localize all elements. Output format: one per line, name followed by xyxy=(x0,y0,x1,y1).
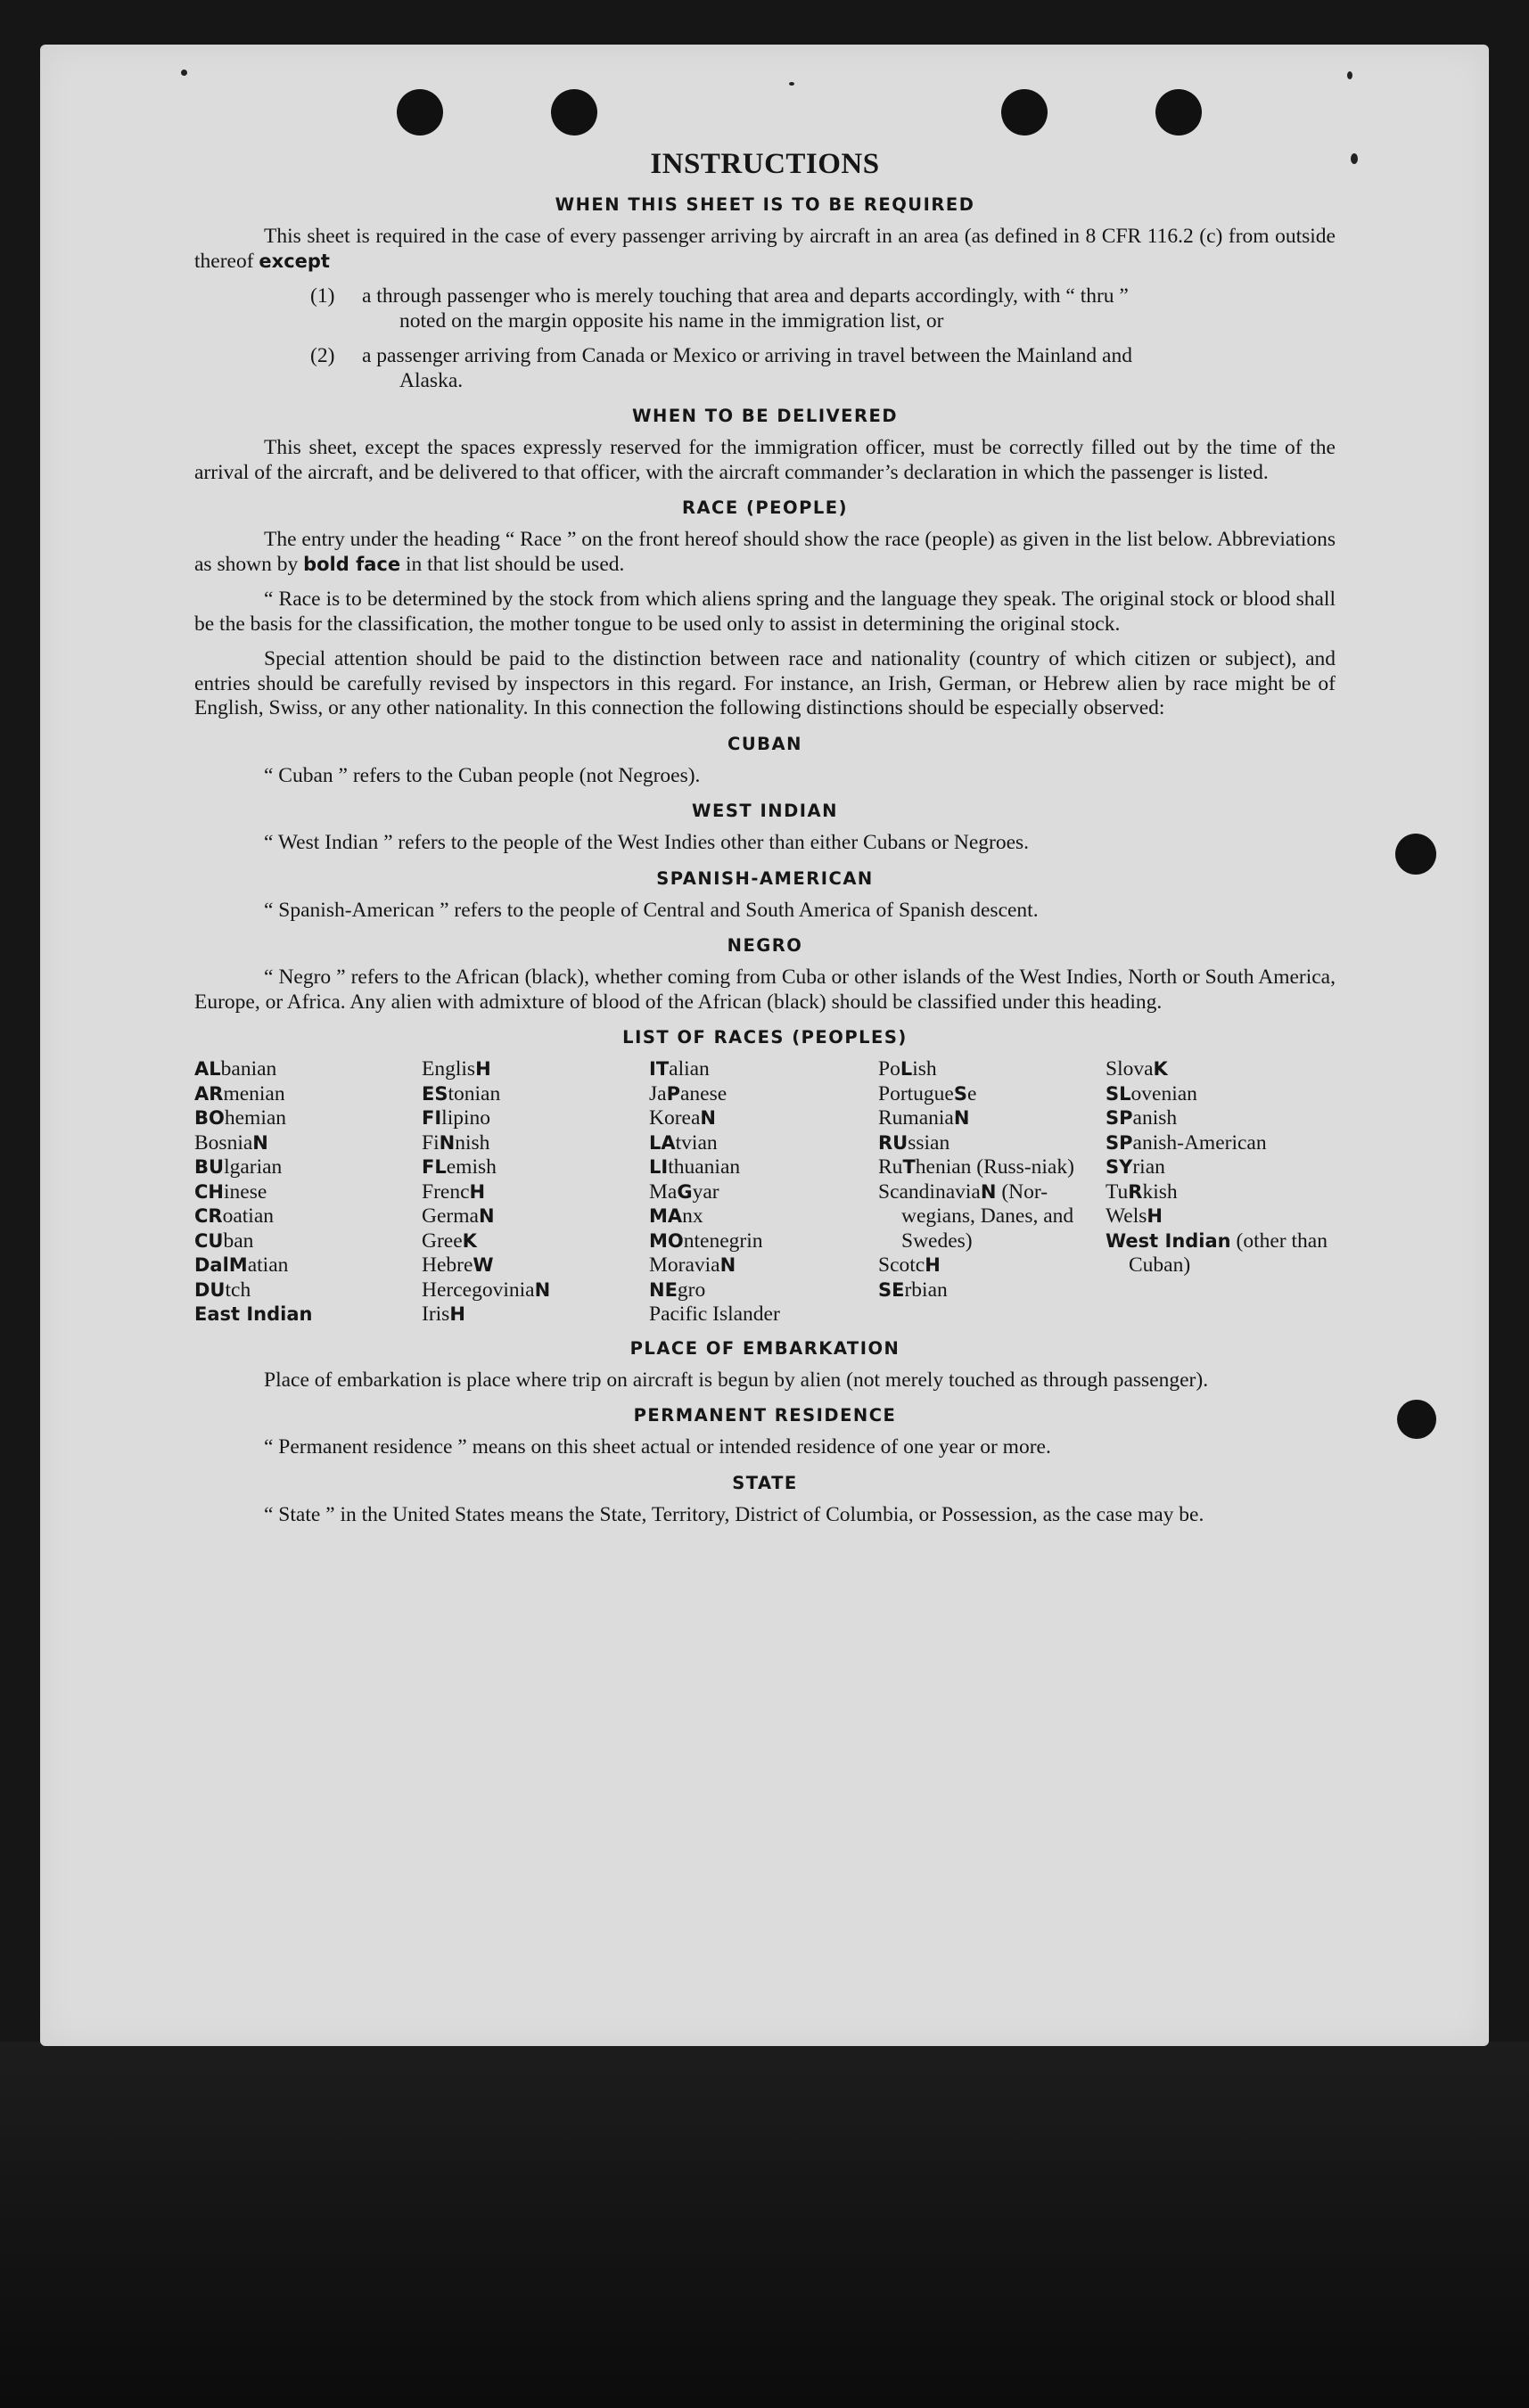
race-abbreviation: H xyxy=(1147,1205,1163,1227)
race-name-part: Germa xyxy=(422,1204,479,1228)
race-entry xyxy=(422,1155,649,1180)
race-name-part: Iris xyxy=(422,1303,450,1326)
race-name-part: Po xyxy=(878,1057,900,1081)
races-column xyxy=(422,1057,649,1327)
race-abbreviation: LI xyxy=(649,1156,669,1178)
race-entry xyxy=(878,1082,1106,1107)
race-abbreviation: N xyxy=(953,1107,970,1129)
race-name-part: Ma xyxy=(649,1179,678,1204)
exception-text xyxy=(362,284,1336,333)
exception-line-2: Alaska. xyxy=(399,368,464,392)
punch-hole xyxy=(551,89,597,136)
race-abbreviation: DU xyxy=(194,1278,226,1301)
race-name-part: Scandinavia xyxy=(878,1179,981,1204)
heading-place-of-embarkation: PLACE OF EMBARKATION xyxy=(629,1337,900,1359)
races-column xyxy=(194,1057,422,1327)
race-name-part: henian (Russ-niak) xyxy=(915,1155,1074,1179)
race-name-part: oatian xyxy=(222,1204,275,1228)
race-name-part: emish xyxy=(446,1155,497,1179)
race-abbreviation: K xyxy=(1153,1058,1168,1080)
race-entry xyxy=(878,1180,1106,1254)
race-entry xyxy=(1106,1082,1336,1107)
race-name-part: menian xyxy=(223,1081,285,1105)
race-name-part: Gree xyxy=(422,1229,463,1253)
race-abbreviation: W xyxy=(473,1254,494,1276)
race-entry xyxy=(422,1131,649,1156)
paragraph-residence: “ Permanent residence ” means on this sheet actual or intended residence of one year or more. xyxy=(264,1435,1051,1459)
heading-race: RACE (PEOPLE) xyxy=(681,497,849,518)
punch-hole xyxy=(1001,89,1048,136)
races-column xyxy=(1106,1057,1336,1327)
race-entry xyxy=(422,1057,649,1082)
races-column xyxy=(649,1057,878,1327)
race-name-part: Pacific Islander xyxy=(649,1303,780,1326)
race-name-part: Tu xyxy=(1106,1179,1129,1204)
race-name-part: tvian xyxy=(675,1130,718,1155)
race-name-part: Ja xyxy=(649,1081,667,1105)
race-entry xyxy=(194,1057,422,1082)
race-name-part: nx xyxy=(682,1204,703,1228)
race-entry xyxy=(649,1131,878,1156)
race-abbreviation: RU xyxy=(878,1131,908,1154)
race-name-part: banian xyxy=(220,1057,277,1081)
race-name-part: Portugue xyxy=(878,1081,954,1105)
race-name-part: e xyxy=(966,1081,977,1105)
race-name-part: (Nor-wegians, Danes, and Swedes) xyxy=(901,1179,1074,1253)
race-name-part: ish xyxy=(912,1057,937,1081)
exception-item xyxy=(194,284,1336,333)
speck xyxy=(181,70,187,76)
race-name-part: atian xyxy=(247,1253,289,1277)
race-abbreviation: DalM xyxy=(194,1254,248,1276)
exception-line-2: noted on the margin opposite his name in the immigration list, or xyxy=(399,308,944,333)
race-entry xyxy=(422,1082,649,1107)
race-name-part: thuanian xyxy=(668,1155,741,1179)
race-name-part: Hercegovinia xyxy=(422,1278,535,1302)
scanner-background xyxy=(0,2042,1529,2408)
race-entry xyxy=(422,1180,649,1205)
race-entry xyxy=(422,1229,649,1254)
race-abbreviation: SP xyxy=(1106,1107,1133,1129)
race-entry xyxy=(878,1278,1106,1303)
race-p1-before: The entry under the heading “ Race ” on the front hereof should show the race (people) as given in the list below. Abbreviations as shown by xyxy=(194,528,1336,576)
race-name-part: Rumania xyxy=(878,1106,954,1130)
punch-hole xyxy=(1395,834,1436,875)
race-abbreviation: G xyxy=(677,1180,693,1203)
race-name-part: ntenegrin xyxy=(683,1229,763,1253)
race-entry xyxy=(194,1131,422,1156)
heading-spanish-american: SPANISH-AMERICAN xyxy=(656,867,874,889)
race-entry xyxy=(649,1253,878,1278)
heading-when-delivered: WHEN TO BE DELIVERED xyxy=(631,406,899,426)
race-abbreviation: N xyxy=(439,1131,456,1154)
heading-permanent-residence: PERMANENT RESIDENCE xyxy=(633,1405,897,1426)
race-entry xyxy=(649,1057,878,1082)
race-entry xyxy=(194,1253,422,1278)
race-abbreviation: CU xyxy=(194,1229,224,1252)
paragraph-west-indian: “ West Indian ” refers to the people of the West Indies other than either Cubans or Negroes. xyxy=(264,831,1030,854)
races-list xyxy=(194,1057,1336,1327)
race-entry xyxy=(649,1204,878,1229)
page-title: INSTRUCTIONS xyxy=(650,148,880,180)
race-name-part: nish xyxy=(455,1130,490,1155)
race-entry xyxy=(422,1204,649,1229)
race-abbreviation: H xyxy=(449,1303,465,1325)
race-abbreviation: IT xyxy=(649,1058,670,1080)
race-entry xyxy=(194,1180,422,1205)
race-name-part: ssian xyxy=(908,1130,950,1155)
punch-hole xyxy=(1397,1400,1436,1439)
race-name-part: alian xyxy=(669,1057,710,1081)
race-abbreviation: BO xyxy=(194,1107,225,1129)
race-name-part: Scotc xyxy=(878,1253,925,1277)
paragraph-state: “ State ” in the United States means the State, Territory, District of Columbia, or Possession, as the case may be. xyxy=(264,1502,1204,1526)
race-name-part: inese xyxy=(224,1179,267,1204)
heading-state: STATE xyxy=(732,1472,798,1493)
race-abbreviation: SL xyxy=(1106,1082,1131,1105)
race-p1-after: in that list should be used. xyxy=(405,552,625,576)
race-name-part: anish-American xyxy=(1132,1130,1267,1155)
race-name-part: (other than Cuban) xyxy=(1129,1229,1328,1277)
race-abbreviation: N xyxy=(252,1131,268,1154)
race-name-part: Englis xyxy=(422,1057,476,1081)
race-entry xyxy=(194,1303,422,1327)
races-column xyxy=(878,1057,1106,1327)
race-entry xyxy=(1106,1204,1336,1229)
race-abbreviation: NE xyxy=(649,1278,678,1301)
race-entry xyxy=(422,1278,649,1303)
paragraph-cuban: “ Cuban ” refers to the Cuban people (not Negroes). xyxy=(264,763,701,787)
race-abbreviation: H xyxy=(469,1180,486,1203)
punch-hole xyxy=(397,89,443,136)
race-abbreviation: N xyxy=(534,1278,551,1301)
race-name-part: Slova xyxy=(1106,1057,1154,1081)
race-name-part: yar xyxy=(692,1179,719,1204)
race-name-part: hemian xyxy=(224,1106,287,1130)
race-entry xyxy=(1106,1057,1336,1082)
race-abbreviation: CH xyxy=(194,1180,224,1203)
race-abbreviation: N xyxy=(719,1254,736,1276)
race-entry xyxy=(1106,1155,1336,1180)
race-name-part: Wels xyxy=(1106,1204,1147,1228)
race-entry xyxy=(649,1229,878,1254)
race-name-part: lipino xyxy=(441,1106,491,1130)
race-abbreviation: S xyxy=(953,1082,967,1105)
speck xyxy=(1347,71,1352,79)
race-entry xyxy=(649,1082,878,1107)
race-entry xyxy=(649,1278,878,1303)
heading-cuban: CUBAN xyxy=(728,733,802,754)
race-entry xyxy=(194,1155,422,1180)
race-abbreviation: LA xyxy=(649,1131,676,1154)
race-entry xyxy=(194,1082,422,1107)
race-name-part: tonian xyxy=(448,1081,501,1105)
punch-hole xyxy=(1155,89,1202,136)
race-abbreviation: K xyxy=(462,1229,477,1252)
race-name-part: anish xyxy=(1132,1106,1178,1130)
paragraph-required-intro xyxy=(194,225,1336,274)
race-entry xyxy=(194,1278,422,1303)
paragraph-race-2: “ Race is to be determined by the stock from which aliens spring and the language they speak. The original stock or blood shall be the basis for the classification, the mother tongue to be used only to assist in determining the original stock. xyxy=(194,588,1336,636)
paragraph-spanish-american: “ Spanish-American ” refers to the people of Central and South America of Spanish descent. xyxy=(264,898,1039,922)
race-abbreviation: MA xyxy=(649,1205,683,1227)
race-abbreviation: SE xyxy=(878,1278,905,1301)
race-name-part: Fi xyxy=(422,1130,440,1155)
race-abbreviation: L xyxy=(900,1058,913,1080)
race-entry xyxy=(422,1106,649,1131)
paragraph-delivered: This sheet, except the spaces expressly reserved for the immigration officer, must be correctly filled out by the time of the arrival of the aircraft, and be delivered to that officer, with the aircraft commander’s declaration in which the passenger is listed. xyxy=(194,436,1336,484)
race-abbreviation: FI xyxy=(422,1107,442,1129)
race-name-part: ban xyxy=(223,1229,254,1253)
race-abbreviation: CR xyxy=(194,1205,223,1227)
race-name-part: kish xyxy=(1142,1179,1178,1204)
exception-line-1: a passenger arriving from Canada or Mexico or arriving in travel between the Mainland and xyxy=(362,344,1132,367)
race-name-part: Bosnia xyxy=(194,1130,253,1155)
race-abbreviation: MO xyxy=(649,1229,684,1252)
exception-text xyxy=(362,344,1336,393)
race-entry xyxy=(649,1303,878,1327)
race-abbreviation: R xyxy=(1128,1180,1143,1203)
race-entry xyxy=(194,1106,422,1131)
race-name-part: ovenian xyxy=(1130,1081,1197,1105)
race-abbreviation: N xyxy=(478,1205,495,1227)
required-intro-text: This sheet is required in the case of every passenger arriving by aircraft in an area (as defined in 8 CFR 116.2 (c) from outside thereof xyxy=(194,225,1336,273)
race-entry xyxy=(422,1303,649,1327)
instruction-sheet xyxy=(40,45,1489,2046)
race-abbreviation: P xyxy=(666,1082,680,1105)
race-abbreviation: BU xyxy=(194,1156,225,1178)
race-name-part: Frenc xyxy=(422,1179,470,1204)
race-entry xyxy=(649,1155,878,1180)
exception-number: (2) xyxy=(310,344,335,367)
exception-line-1: a through passenger who is merely touching that area and departs accordingly, with “ thru ” xyxy=(362,284,1129,308)
race-abbreviation: SY xyxy=(1106,1156,1133,1178)
race-entry xyxy=(422,1253,649,1278)
heading-west-indian: WEST INDIAN xyxy=(692,801,838,821)
race-abbreviation: H xyxy=(925,1254,941,1276)
race-name-part: Ru xyxy=(878,1155,903,1179)
race-entry xyxy=(194,1204,422,1229)
race-abbreviation: T xyxy=(902,1156,916,1178)
race-entry xyxy=(878,1155,1106,1180)
heading-list-of-races: LIST OF RACES (PEOPLES) xyxy=(622,1027,908,1048)
race-p1-bold: bold face xyxy=(303,553,401,575)
race-abbreviation: AR xyxy=(194,1082,224,1105)
race-abbreviation: East Indian xyxy=(194,1303,313,1325)
paragraph-race-3: Special attention should be paid to the distinction between race and nationality (country of which citizen or subject), and entries should be carefully revised by inspectors in this regard. For instance, an Irish, German, or Hebrew alien by race might be of English, Swiss, or any other nationality. In this connection the following distinctions should be especially observed: xyxy=(194,647,1336,719)
race-entry xyxy=(878,1131,1106,1156)
race-name-part: lgarian xyxy=(224,1155,283,1179)
race-entry xyxy=(1106,1180,1336,1205)
race-abbreviation: AL xyxy=(194,1058,221,1080)
race-abbreviation: SP xyxy=(1106,1131,1133,1154)
paragraph-negro: “ Negro ” refers to the African (black), whether coming from Cuba or other islands of the West Indies, North or South America, Europe, or Africa. Any alien with admixture of blood of the African (black) should be classified under this heading. xyxy=(194,966,1336,1014)
document-body xyxy=(194,144,1336,1538)
race-entry xyxy=(1106,1131,1336,1156)
race-name-part: anese xyxy=(679,1081,728,1105)
heading-negro: NEGRO xyxy=(727,935,803,956)
required-intro-except: except xyxy=(259,250,330,272)
race-abbreviation: ES xyxy=(422,1082,448,1105)
speck xyxy=(789,82,794,86)
race-abbreviation: West Indian xyxy=(1106,1229,1231,1252)
paragraph-race-1 xyxy=(194,528,1336,577)
race-entry xyxy=(194,1229,422,1254)
race-entry xyxy=(649,1180,878,1205)
race-name-part: Moravia xyxy=(649,1253,720,1277)
heading-when-required: WHEN THIS SHEET IS TO BE REQUIRED xyxy=(555,194,975,215)
race-abbreviation: N xyxy=(700,1107,716,1129)
speck xyxy=(1351,153,1358,164)
paragraph-embarkation: Place of embarkation is place where trip on aircraft is begun by alien (not merely touched as through passenger). xyxy=(264,1368,1209,1392)
race-entry xyxy=(878,1253,1106,1278)
race-abbreviation: H xyxy=(475,1058,491,1080)
race-name-part: Korea xyxy=(649,1106,701,1130)
race-entry xyxy=(1106,1106,1336,1131)
race-name-part: rbian xyxy=(904,1278,948,1302)
exception-item xyxy=(194,344,1336,393)
race-name-part: rian xyxy=(1132,1155,1165,1179)
exception-number: (1) xyxy=(310,284,335,308)
race-entry xyxy=(1106,1229,1336,1278)
race-entry xyxy=(649,1106,878,1131)
race-abbreviation: FL xyxy=(422,1156,447,1178)
race-abbreviation: N xyxy=(980,1180,997,1203)
race-entry xyxy=(878,1106,1106,1131)
race-name-part: Hebre xyxy=(422,1253,473,1277)
race-name-part: tch xyxy=(225,1278,251,1302)
race-name-part: gro xyxy=(677,1278,706,1302)
race-entry xyxy=(878,1057,1106,1082)
